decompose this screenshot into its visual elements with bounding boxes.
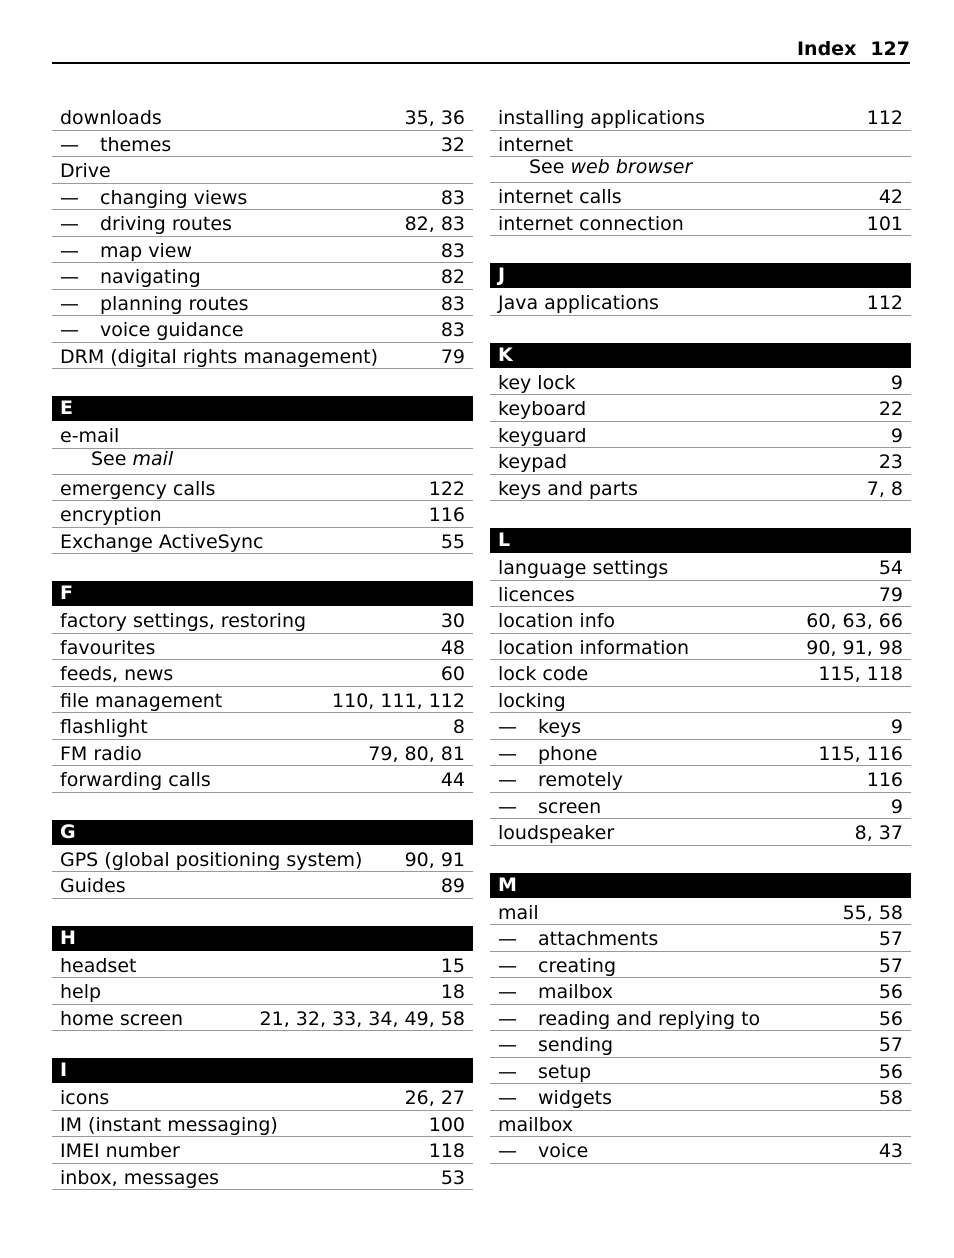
entry-pages: 110, 111, 112 — [332, 689, 465, 712]
index-subentry — [52, 237, 473, 264]
letter-heading-k: K — [490, 343, 911, 368]
index-entry — [490, 210, 911, 237]
entry-label: keyboard — [498, 398, 587, 420]
entry-label: language settings — [498, 557, 669, 579]
entry-label: widgets — [538, 1087, 612, 1109]
entry-pages: 82 — [440, 266, 465, 288]
entry-pages: 60, 63, 66 — [806, 610, 903, 632]
entry-label: IMEI number — [60, 1140, 180, 1162]
entry-label: inbox, messages — [60, 1166, 220, 1189]
index-entry — [52, 952, 473, 979]
entry-pages: 53 — [440, 1166, 465, 1189]
index-entry — [52, 1111, 473, 1138]
entry-pages: 90, 91 — [404, 848, 465, 871]
entry-label: location information — [498, 636, 690, 659]
index-subentry — [52, 263, 473, 290]
index-entry — [52, 1137, 473, 1164]
entry-label: installing applications — [498, 107, 705, 129]
index-subentry — [52, 131, 473, 158]
entry-label: home screen — [60, 1007, 184, 1030]
entry-label: planning routes — [100, 292, 249, 315]
index-subentry — [490, 978, 911, 1005]
subentry-dash: — — [60, 266, 79, 288]
entry-pages: 79 — [440, 345, 465, 368]
entry-pages: 82, 83 — [404, 213, 465, 235]
entry-label: location info — [498, 610, 616, 632]
index-entry — [490, 581, 911, 608]
index-entry — [490, 660, 911, 687]
entry-pages: 22 — [878, 398, 903, 420]
entry-label: mailbox — [498, 1113, 574, 1136]
index-entry — [490, 448, 911, 475]
see-reference — [490, 157, 911, 183]
entry-label: reading and replying to — [538, 1007, 761, 1030]
entry-pages: 43 — [878, 1140, 903, 1162]
index-entry — [490, 607, 911, 634]
letter-heading-e: E — [52, 396, 473, 421]
entry-label: attachments — [538, 928, 659, 950]
see-label — [91, 447, 173, 471]
page-header — [52, 36, 910, 64]
index-entry — [490, 183, 911, 210]
entry-pages: 112 — [866, 292, 903, 314]
index-subentry — [490, 1084, 911, 1111]
index-subentry — [490, 713, 911, 740]
index-entry — [490, 422, 911, 449]
index-subentry — [490, 925, 911, 952]
index-group-j — [490, 289, 911, 316]
index-subentry — [490, 952, 911, 979]
index-entry — [490, 554, 911, 581]
entry-pages: 79, 80, 81 — [368, 742, 465, 765]
entry-pages: 115, 118 — [818, 663, 903, 685]
entry-pages: 7, 8 — [866, 477, 903, 500]
index-entry — [52, 157, 473, 184]
index-entry — [52, 740, 473, 767]
entry-pages: 83 — [440, 292, 465, 315]
entry-pages: 48 — [440, 636, 465, 659]
entry-pages: 116 — [428, 504, 465, 526]
section-title: Index — [796, 38, 857, 60]
index-subentry — [52, 184, 473, 211]
entry-label: forwarding calls — [60, 769, 211, 791]
letter-heading-j: J — [490, 263, 911, 288]
entry-label: Exchange ActiveSync — [60, 530, 264, 553]
letter-heading-i: I — [52, 1058, 473, 1083]
subentry-dash: — — [498, 742, 517, 765]
subentry-dash: — — [498, 981, 517, 1003]
entry-label: screen — [538, 795, 602, 818]
entry-pages: 54 — [878, 557, 903, 579]
entry-label: locking — [498, 689, 566, 712]
index-subentry — [52, 316, 473, 343]
index-subentry — [490, 1058, 911, 1085]
see-reference — [52, 449, 473, 475]
subentry-dash: — — [60, 239, 79, 262]
entry-pages: 15 — [440, 954, 465, 977]
index-entry — [52, 634, 473, 661]
entry-label: mail — [498, 901, 539, 924]
index-group-m — [490, 899, 911, 1164]
entry-label: driving routes — [100, 213, 232, 235]
entry-label: Java applications — [498, 292, 659, 314]
subentry-dash: — — [498, 716, 517, 738]
index-entry — [490, 1111, 911, 1138]
index-entry — [490, 289, 911, 316]
index-entry — [52, 1164, 473, 1191]
entry-label: remotely — [538, 769, 623, 791]
subentry-dash: — — [498, 1087, 517, 1109]
index-entry — [52, 528, 473, 555]
entry-pages: 35, 36 — [404, 107, 465, 129]
entry-label: DRM (digital rights management) — [60, 345, 379, 368]
index-group-e — [52, 422, 473, 554]
index-entry — [52, 978, 473, 1005]
entry-label: lock code — [498, 663, 589, 685]
entry-label: navigating — [100, 266, 201, 288]
page-number: 127 — [870, 38, 910, 60]
index-group-f — [52, 607, 473, 793]
entry-label: phone — [538, 742, 598, 765]
index-subentry — [490, 1031, 911, 1058]
entry-label: factory settings, restoring — [60, 610, 307, 632]
entry-label: map view — [100, 239, 193, 262]
index-subentry — [490, 1137, 911, 1164]
index-entry — [52, 660, 473, 687]
entry-pages: 8, 37 — [854, 822, 903, 844]
entry-label: creating — [538, 954, 617, 977]
subentry-dash: — — [60, 213, 79, 235]
entry-label: voice — [538, 1140, 589, 1162]
entry-pages: 83 — [440, 239, 465, 262]
entry-pages: 9 — [890, 424, 903, 447]
entry-pages: 55, 58 — [842, 901, 903, 924]
entry-pages: 18 — [440, 981, 465, 1003]
entry-pages: 57 — [878, 1034, 903, 1056]
entry-pages: 89 — [440, 875, 465, 897]
entry-pages: 9 — [890, 716, 903, 738]
entry-pages: 115, 116 — [818, 742, 903, 765]
entry-pages: 21, 32, 33, 34, 49, 58 — [259, 1007, 465, 1030]
subentry-dash: — — [60, 292, 79, 315]
entry-pages: 8 — [452, 716, 465, 738]
index-entry — [52, 104, 473, 131]
entry-pages: 42 — [878, 186, 903, 208]
subentry-dash: — — [498, 1007, 517, 1030]
index-group-i — [52, 1084, 473, 1190]
entry-label: licences — [498, 583, 575, 606]
entry-label: FM radio — [60, 742, 142, 765]
index-subentry — [52, 290, 473, 317]
subentry-dash: — — [498, 954, 517, 977]
entry-label: file management — [60, 689, 223, 712]
entry-pages: 32 — [440, 133, 465, 156]
subentry-dash: — — [60, 319, 79, 341]
subentry-dash: — — [498, 795, 517, 818]
index-entry — [52, 687, 473, 714]
letter-heading-f: F — [52, 581, 473, 606]
subentry-dash: — — [498, 1034, 517, 1056]
entry-label: setup — [538, 1060, 592, 1083]
index-subentry — [52, 210, 473, 237]
subentry-dash: — — [498, 1060, 517, 1083]
entry-label: help — [60, 981, 102, 1003]
index-entry — [490, 899, 911, 926]
entry-pages: 60 — [440, 663, 465, 685]
see-target: web browser — [570, 156, 693, 178]
entry-label: headset — [60, 954, 137, 977]
entry-label: emergency calls — [60, 477, 216, 500]
index-column-right — [490, 104, 911, 1164]
entry-label: encryption — [60, 504, 162, 526]
letter-heading-l: L — [490, 528, 911, 553]
index-entry — [52, 501, 473, 528]
entry-pages: 56 — [878, 1007, 903, 1030]
entry-pages: 122 — [428, 477, 465, 500]
index-subentry — [490, 766, 911, 793]
entry-label: internet — [498, 133, 574, 156]
index-group-d — [52, 104, 473, 369]
subentry-dash: — — [498, 769, 517, 791]
index-entry — [490, 369, 911, 396]
index-entry — [490, 687, 911, 714]
entry-pages: 101 — [866, 212, 903, 235]
subentry-dash: — — [60, 186, 79, 209]
entry-label: voice guidance — [100, 319, 244, 341]
subentry-dash: — — [498, 928, 517, 950]
subentry-dash: — — [498, 1140, 517, 1162]
index-entry — [52, 475, 473, 502]
entry-label: Guides — [60, 875, 126, 897]
entry-label: keyguard — [498, 424, 587, 447]
index-entry — [52, 872, 473, 899]
letter-heading-g: G — [52, 820, 473, 845]
entry-pages: 90, 91, 98 — [806, 636, 903, 659]
entry-label: downloads — [60, 107, 162, 129]
entry-label: Drive — [60, 160, 111, 182]
index-group-i-cont — [490, 104, 911, 236]
entry-pages: 55 — [440, 530, 465, 553]
entry-label: internet calls — [498, 186, 622, 208]
entry-label: GPS (global positioning system) — [60, 848, 363, 871]
index-subentry — [490, 793, 911, 820]
subentry-dash: — — [60, 133, 79, 156]
index-entry — [52, 1084, 473, 1111]
entry-label: flashlight — [60, 716, 148, 738]
entry-pages: 58 — [878, 1087, 903, 1109]
entry-pages: 56 — [878, 981, 903, 1003]
entry-label: changing views — [100, 186, 248, 209]
index-entry — [52, 846, 473, 873]
entry-label: themes — [100, 133, 172, 156]
letter-heading-m: M — [490, 873, 911, 898]
entry-pages: 116 — [866, 769, 903, 791]
entry-pages: 100 — [428, 1113, 465, 1136]
entry-pages: 118 — [428, 1140, 465, 1162]
entry-pages: 79 — [878, 583, 903, 606]
index-group-l — [490, 554, 911, 846]
index-entry — [490, 634, 911, 661]
entry-label: sending — [538, 1034, 614, 1056]
entry-pages: 23 — [878, 451, 903, 473]
index-entry — [52, 713, 473, 740]
index-entry — [52, 343, 473, 370]
entry-pages: 9 — [890, 795, 903, 818]
index-entry — [490, 819, 911, 846]
index-entry — [52, 422, 473, 449]
index-column-left — [52, 104, 473, 1190]
letter-heading-h: H — [52, 926, 473, 951]
index-group-k — [490, 369, 911, 502]
index-subentry — [490, 740, 911, 767]
index-group-g — [52, 846, 473, 899]
entry-label: IM (instant messaging) — [60, 1113, 278, 1136]
entry-pages: 112 — [866, 107, 903, 129]
entry-label: mailbox — [538, 981, 614, 1003]
entry-pages: 83 — [440, 186, 465, 209]
see-label — [529, 155, 692, 179]
entry-pages: 30 — [440, 610, 465, 632]
entry-pages: 9 — [890, 371, 903, 394]
index-entry — [52, 766, 473, 793]
see-target: mail — [132, 447, 174, 470]
see-word: See — [91, 447, 127, 470]
entry-label: feeds, news — [60, 663, 174, 685]
entry-label: keys — [538, 716, 582, 738]
entry-label: favourites — [60, 636, 156, 659]
index-entry — [52, 607, 473, 634]
entry-label: keypad — [498, 451, 568, 473]
index-entry — [490, 104, 911, 131]
entry-pages: 83 — [440, 319, 465, 341]
index-group-h — [52, 952, 473, 1032]
entry-pages: 44 — [440, 769, 465, 791]
index-subentry — [490, 1005, 911, 1032]
entry-pages: 56 — [878, 1060, 903, 1083]
index-entry — [52, 1005, 473, 1032]
entry-pages: 57 — [878, 954, 903, 977]
entry-label: key lock — [498, 371, 576, 394]
index-entry — [490, 395, 911, 422]
entry-label: loudspeaker — [498, 822, 615, 844]
entry-label: keys and parts — [498, 477, 638, 500]
entry-label: e-mail — [60, 425, 120, 447]
entry-label: internet connection — [498, 212, 684, 235]
see-word: See — [529, 156, 565, 178]
index-entry — [490, 475, 911, 502]
entry-pages: 26, 27 — [404, 1087, 465, 1109]
entry-label: icons — [60, 1087, 110, 1109]
entry-pages: 57 — [878, 928, 903, 950]
index-entry — [490, 131, 911, 158]
